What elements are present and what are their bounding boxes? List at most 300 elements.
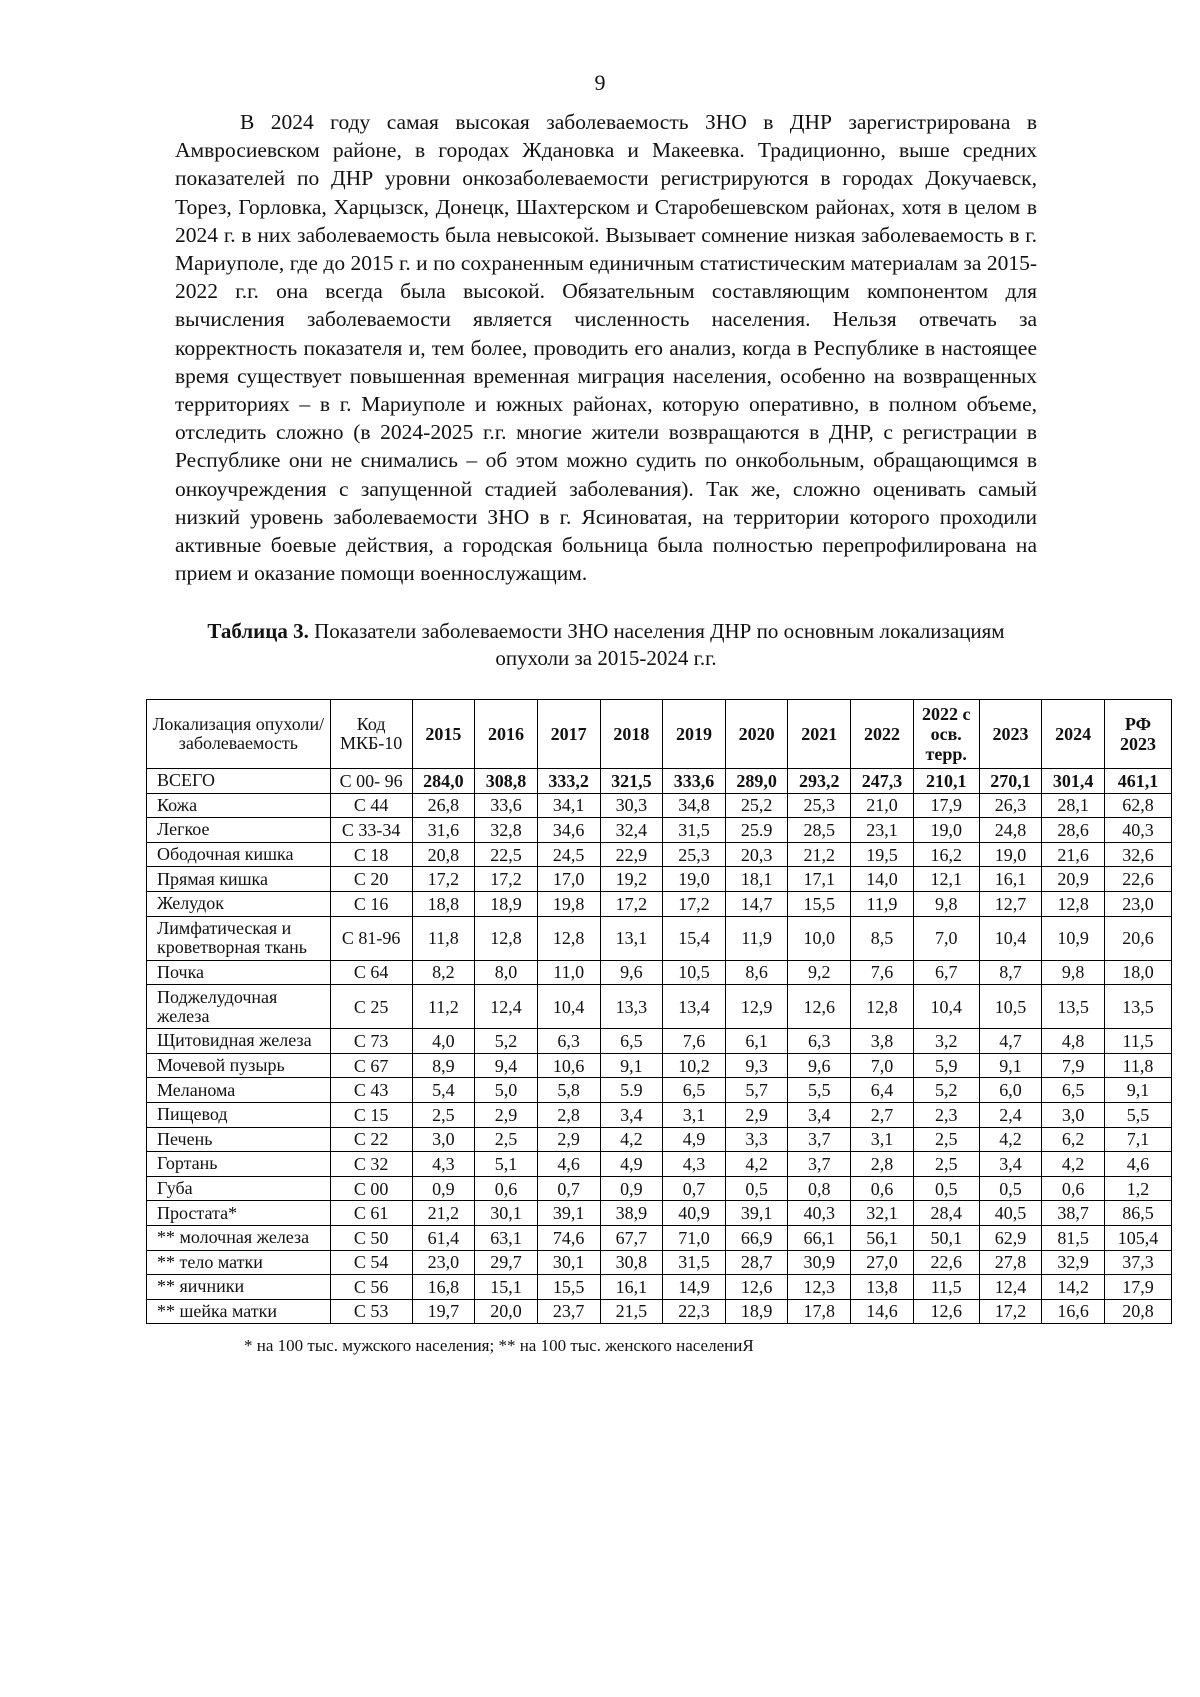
row-localization: Почка — [147, 960, 331, 985]
row-value-cell: 13,1 — [600, 916, 663, 960]
row-localization: ** тело матки — [147, 1250, 331, 1275]
row-value-cell: 20,8 — [1104, 1299, 1171, 1324]
row-value-cell: 32,8 — [475, 818, 538, 843]
row-value-cell: 0,7 — [537, 1176, 600, 1201]
row-value-cell: 3,2 — [913, 1029, 979, 1054]
row-value-cell: 10,4 — [913, 985, 979, 1029]
row-value-cell: 11,5 — [913, 1275, 979, 1300]
row-value-cell: 18,9 — [475, 891, 538, 916]
row-icd-code: С 43 — [330, 1078, 412, 1103]
row-value-cell: 14,7 — [725, 891, 788, 916]
row-value-cell: 38,9 — [600, 1201, 663, 1226]
row-value-cell: 6,4 — [851, 1078, 914, 1103]
row-value-cell: 15,4 — [663, 916, 726, 960]
row-value-cell: 19,7 — [412, 1299, 475, 1324]
table-row — [147, 960, 1172, 985]
row-value-cell: 333,2 — [537, 769, 600, 794]
incidence-table — [146, 699, 1172, 1324]
row-value-cell: 2,9 — [537, 1127, 600, 1152]
row-value-cell: 0,6 — [1042, 1176, 1105, 1201]
row-value-cell: 66,1 — [788, 1225, 851, 1250]
table-row — [147, 1201, 1172, 1226]
row-value-cell: 32,4 — [600, 818, 663, 843]
row-value-cell: 25,2 — [725, 793, 788, 818]
row-icd-code: С 54 — [330, 1250, 412, 1275]
header-localization: Локализация опухоли/ заболеваемость — [147, 700, 331, 769]
row-icd-code: С 67 — [330, 1053, 412, 1078]
row-localization: Щитовидная железа — [147, 1029, 331, 1054]
row-value-cell: 20,8 — [412, 842, 475, 867]
row-value-cell: 21,5 — [600, 1299, 663, 1324]
table-row — [147, 1152, 1172, 1177]
row-value-cell: 13,4 — [663, 985, 726, 1029]
row-value-cell: 5,1 — [475, 1152, 538, 1177]
header-code: Код МКБ-10 — [330, 700, 412, 769]
row-value-cell: 2,8 — [537, 1102, 600, 1127]
row-value-cell: 5,5 — [788, 1078, 851, 1103]
row-value-cell: 289,0 — [725, 769, 788, 794]
table-row — [147, 1127, 1172, 1152]
row-value-cell: 18,8 — [412, 891, 475, 916]
header-year: РФ 2023 — [1104, 700, 1171, 769]
header-year: 2024 — [1042, 700, 1105, 769]
row-value-cell: 21,2 — [788, 842, 851, 867]
row-localization: Легкое — [147, 818, 331, 843]
row-value-cell: 13,3 — [600, 985, 663, 1029]
row-value-cell: 30,1 — [475, 1201, 538, 1226]
header-year: 2023 — [979, 700, 1042, 769]
row-value-cell: 34,8 — [663, 793, 726, 818]
row-value-cell: 11,0 — [537, 960, 600, 985]
row-value-cell: 3,3 — [725, 1127, 788, 1152]
row-value-cell: 31,5 — [663, 818, 726, 843]
row-value-cell: 2,9 — [475, 1102, 538, 1127]
row-value-cell: 28,5 — [788, 818, 851, 843]
row-value-cell: 4,9 — [663, 1127, 726, 1152]
row-value-cell: 31,6 — [412, 818, 475, 843]
row-localization: ВСЕГО — [147, 769, 331, 794]
table-row — [147, 769, 1172, 794]
row-value-cell: 20,0 — [475, 1299, 538, 1324]
row-value-cell: 9,8 — [1042, 960, 1105, 985]
row-value-cell: 32,9 — [1042, 1250, 1105, 1275]
header-year: 2022 — [851, 700, 914, 769]
row-value-cell: 8,2 — [412, 960, 475, 985]
row-value-cell: 6,2 — [1042, 1127, 1105, 1152]
row-value-cell: 33,6 — [475, 793, 538, 818]
row-value-cell: 19,5 — [851, 842, 914, 867]
row-value-cell: 56,1 — [851, 1225, 914, 1250]
row-icd-code: С 32 — [330, 1152, 412, 1177]
row-value-cell: 4,7 — [979, 1029, 1042, 1054]
row-value-cell: 12,4 — [475, 985, 538, 1029]
row-value-cell: 17,2 — [663, 891, 726, 916]
row-value-cell: 39,1 — [725, 1201, 788, 1226]
row-value-cell: 9,8 — [913, 891, 979, 916]
row-value-cell: 4,2 — [979, 1127, 1042, 1152]
row-value-cell: 10,0 — [788, 916, 851, 960]
row-value-cell: 20,6 — [1104, 916, 1171, 960]
row-value-cell: 4,6 — [1104, 1152, 1171, 1177]
row-value-cell: 40,3 — [788, 1201, 851, 1226]
row-icd-code: С 15 — [330, 1102, 412, 1127]
row-localization: Простата* — [147, 1201, 331, 1226]
row-value-cell: 5,7 — [725, 1078, 788, 1103]
row-value-cell: 4,3 — [663, 1152, 726, 1177]
row-value-cell: 21,6 — [1042, 842, 1105, 867]
row-value-cell: 0,7 — [663, 1176, 726, 1201]
row-localization: Прямая кишка — [147, 867, 331, 892]
row-value-cell: 18,9 — [725, 1299, 788, 1324]
row-value-cell: 19,0 — [913, 818, 979, 843]
row-value-cell: 8,6 — [725, 960, 788, 985]
row-value-cell: 3,4 — [788, 1102, 851, 1127]
row-value-cell: 28,7 — [725, 1250, 788, 1275]
row-value-cell: 5,4 — [412, 1078, 475, 1103]
row-value-cell: 15,5 — [537, 1275, 600, 1300]
table-body — [147, 769, 1172, 1324]
row-value-cell: 3,0 — [412, 1127, 475, 1152]
row-value-cell: 11,9 — [851, 891, 914, 916]
row-value-cell: 11,2 — [412, 985, 475, 1029]
table-row — [147, 1250, 1172, 1275]
row-value-cell: 86,5 — [1104, 1201, 1171, 1226]
table-row — [147, 818, 1172, 843]
row-value-cell: 31,5 — [663, 1250, 726, 1275]
row-localization: ** шейка матки — [147, 1299, 331, 1324]
row-value-cell: 17,2 — [979, 1299, 1042, 1324]
row-value-cell: 23,0 — [1104, 891, 1171, 916]
row-value-cell: 3,7 — [788, 1152, 851, 1177]
row-value-cell: 19,8 — [537, 891, 600, 916]
row-value-cell: 12,1 — [913, 867, 979, 892]
row-value-cell: 19,0 — [663, 867, 726, 892]
row-localization: Поджелудочная железа — [147, 985, 331, 1029]
row-value-cell: 4,9 — [600, 1152, 663, 1177]
row-value-cell: 40,9 — [663, 1201, 726, 1226]
header-year: 2018 — [600, 700, 663, 769]
row-value-cell: 2,9 — [725, 1102, 788, 1127]
row-value-cell: 74,6 — [537, 1225, 600, 1250]
row-value-cell: 22,3 — [663, 1299, 726, 1324]
row-value-cell: 4,0 — [412, 1029, 475, 1054]
row-value-cell: 1,2 — [1104, 1176, 1171, 1201]
row-value-cell: 2,5 — [412, 1102, 475, 1127]
table-caption-label: Таблица 3. — [207, 619, 309, 643]
row-value-cell: 8,5 — [851, 916, 914, 960]
row-value-cell: 38,7 — [1042, 1201, 1105, 1226]
table-row — [147, 1225, 1172, 1250]
table-row — [147, 985, 1172, 1029]
row-value-cell: 32,6 — [1104, 842, 1171, 867]
row-localization: Губа — [147, 1176, 331, 1201]
row-value-cell: 18,1 — [725, 867, 788, 892]
row-icd-code: С 16 — [330, 891, 412, 916]
row-value-cell: 23,1 — [851, 818, 914, 843]
row-value-cell: 5,2 — [475, 1029, 538, 1054]
row-value-cell: 37,3 — [1104, 1250, 1171, 1275]
row-value-cell: 11,8 — [1104, 1053, 1171, 1078]
row-localization: Лимфатическая и кроветворная ткань — [147, 916, 331, 960]
table-row — [147, 793, 1172, 818]
row-value-cell: 8,7 — [979, 960, 1042, 985]
row-value-cell: 3,1 — [851, 1127, 914, 1152]
table-caption-text: Показатели заболеваемости ЗНО населения ДНР по основным локализациям опухоли за 2015-2024 г.г. — [308, 619, 1005, 670]
row-icd-code: С 50 — [330, 1225, 412, 1250]
row-value-cell: 7,9 — [1042, 1053, 1105, 1078]
row-value-cell: 50,1 — [913, 1225, 979, 1250]
row-value-cell: 7,0 — [913, 916, 979, 960]
row-localization: ** молочная железа — [147, 1225, 331, 1250]
row-value-cell: 28,6 — [1042, 818, 1105, 843]
row-value-cell: 27,0 — [851, 1250, 914, 1275]
row-localization: Меланома — [147, 1078, 331, 1103]
row-value-cell: 63,1 — [475, 1225, 538, 1250]
row-value-cell: 17,9 — [1104, 1275, 1171, 1300]
row-value-cell: 4,2 — [600, 1127, 663, 1152]
row-icd-code: С 53 — [330, 1299, 412, 1324]
row-icd-code: С 25 — [330, 985, 412, 1029]
row-value-cell: 10,5 — [663, 960, 726, 985]
row-value-cell: 29,7 — [475, 1250, 538, 1275]
row-value-cell: 30,1 — [537, 1250, 600, 1275]
row-value-cell: 12,8 — [537, 916, 600, 960]
row-value-cell: 22,6 — [1104, 867, 1171, 892]
row-icd-code: С 44 — [330, 793, 412, 818]
row-value-cell: 3,4 — [979, 1152, 1042, 1177]
row-value-cell: 40,5 — [979, 1201, 1042, 1226]
row-icd-code: С 81-96 — [330, 916, 412, 960]
table-row — [147, 1299, 1172, 1324]
row-value-cell: 18,0 — [1104, 960, 1171, 985]
header-year: 2019 — [663, 700, 726, 769]
row-value-cell: 32,1 — [851, 1201, 914, 1226]
row-value-cell: 0,5 — [979, 1176, 1042, 1201]
row-value-cell: 24,5 — [537, 842, 600, 867]
table-row — [147, 916, 1172, 960]
header-year: 2015 — [412, 700, 475, 769]
row-value-cell: 6,5 — [1042, 1078, 1105, 1103]
row-value-cell: 9,1 — [600, 1053, 663, 1078]
row-icd-code: С 64 — [330, 960, 412, 985]
row-value-cell: 7,6 — [663, 1029, 726, 1054]
row-value-cell: 22,6 — [913, 1250, 979, 1275]
row-value-cell: 9,6 — [788, 1053, 851, 1078]
row-value-cell: 10,4 — [979, 916, 1042, 960]
row-value-cell: 0,6 — [851, 1176, 914, 1201]
row-value-cell: 71,0 — [663, 1225, 726, 1250]
row-value-cell: 5,2 — [913, 1078, 979, 1103]
row-value-cell: 321,5 — [600, 769, 663, 794]
row-value-cell: 10,5 — [979, 985, 1042, 1029]
row-value-cell: 9,1 — [1104, 1078, 1171, 1103]
row-value-cell: 6,5 — [663, 1078, 726, 1103]
row-value-cell: 105,4 — [1104, 1225, 1171, 1250]
row-value-cell: 16,2 — [913, 842, 979, 867]
header-year: 2021 — [788, 700, 851, 769]
row-value-cell: 2,5 — [475, 1127, 538, 1152]
row-value-cell: 6,7 — [913, 960, 979, 985]
row-value-cell: 9,4 — [475, 1053, 538, 1078]
row-value-cell: 4,3 — [412, 1152, 475, 1177]
row-value-cell: 13,8 — [851, 1275, 914, 1300]
row-value-cell: 25.9 — [725, 818, 788, 843]
row-value-cell: 10,9 — [1042, 916, 1105, 960]
row-value-cell: 2,7 — [851, 1102, 914, 1127]
row-value-cell: 30,8 — [600, 1250, 663, 1275]
row-value-cell: 26,3 — [979, 793, 1042, 818]
row-value-cell: 23,7 — [537, 1299, 600, 1324]
row-value-cell: 23,0 — [412, 1250, 475, 1275]
table-row — [147, 891, 1172, 916]
row-value-cell: 30,3 — [600, 793, 663, 818]
row-value-cell: 16,8 — [412, 1275, 475, 1300]
row-value-cell: 6,3 — [537, 1029, 600, 1054]
row-value-cell: 3,1 — [663, 1102, 726, 1127]
header-year: 2022 с осв. терр. — [913, 700, 979, 769]
row-value-cell: 17,9 — [913, 793, 979, 818]
row-value-cell: 20,9 — [1042, 867, 1105, 892]
row-value-cell: 6,5 — [600, 1029, 663, 1054]
row-value-cell: 7,6 — [851, 960, 914, 985]
row-value-cell: 17,1 — [788, 867, 851, 892]
header-year: 2017 — [537, 700, 600, 769]
row-value-cell: 7,0 — [851, 1053, 914, 1078]
table-caption — [175, 618, 1037, 672]
table-row — [147, 1176, 1172, 1201]
row-value-cell: 5,9 — [913, 1053, 979, 1078]
row-value-cell: 9,6 — [600, 960, 663, 985]
row-value-cell: 0,9 — [600, 1176, 663, 1201]
row-value-cell: 4,2 — [725, 1152, 788, 1177]
row-value-cell: 9,1 — [979, 1053, 1042, 1078]
row-value-cell: 5,0 — [475, 1078, 538, 1103]
row-value-cell: 2,5 — [913, 1127, 979, 1152]
row-value-cell: 13,5 — [1042, 985, 1105, 1029]
row-value-cell: 3,8 — [851, 1029, 914, 1054]
row-localization: Гортань — [147, 1152, 331, 1177]
row-value-cell: 284,0 — [412, 769, 475, 794]
row-value-cell: 25,3 — [788, 793, 851, 818]
row-value-cell: 3,0 — [1042, 1102, 1105, 1127]
row-icd-code: С 00 — [330, 1176, 412, 1201]
row-value-cell: 17,0 — [537, 867, 600, 892]
row-value-cell: 17,2 — [475, 867, 538, 892]
row-value-cell: 30,9 — [788, 1250, 851, 1275]
table-row — [147, 867, 1172, 892]
row-localization: Печень — [147, 1127, 331, 1152]
row-value-cell: 81,5 — [1042, 1225, 1105, 1250]
row-value-cell: 270,1 — [979, 769, 1042, 794]
row-value-cell: 39,1 — [537, 1201, 600, 1226]
row-value-cell: 210,1 — [913, 769, 979, 794]
row-value-cell: 34,6 — [537, 818, 600, 843]
row-value-cell: 21,0 — [851, 793, 914, 818]
row-value-cell: 10,4 — [537, 985, 600, 1029]
row-value-cell: 13,5 — [1104, 985, 1171, 1029]
row-value-cell: 27,8 — [979, 1250, 1042, 1275]
row-value-cell: 11,5 — [1104, 1029, 1171, 1054]
row-value-cell: 26,8 — [412, 793, 475, 818]
row-value-cell: 10,2 — [663, 1053, 726, 1078]
row-value-cell: 0,5 — [913, 1176, 979, 1201]
table-row — [147, 1102, 1172, 1127]
row-value-cell: 12,6 — [788, 985, 851, 1029]
body-paragraph: В 2024 году самая высокая заболеваемость ЗНО в ДНР зарегистрирована в Амвросиевском районе, в городах Ждановка и Макеевка. Традиционно, выше средних показателей по ДНР уровни онкозаболеваемости регистрируются в городах Докучаевск, Торез, Горловка, Харцызск, Донецк, Шахтерском и Старобешевском районах, хотя в целом в 2024 г. в них заболеваемость была невысокой. Вызывает сомнение низкая заболеваемость в г. Мариуполе, где до 2015 г. и по сохраненным единичным статистическим материалам за 2015-2022 г.г. она всегда была высокой. Обязательным составляющим компонентом для вычисления заболеваемости является численность населения. Нельзя отвечать за корректность показателя и, тем более, проводить его анализ, когда в Республике в настоящее время существует повышенная временная миграция населения, особенно на возвращенных территориях – в г. Мариуполе и южных районах, которую оперативно, в полном объеме, отследить сложно (в 2024-2025 г.г. многие жители возвращаются в ДНР, с регистрации в Республике они не снимались – об этом можно судить по онкобольным, обращающимся в онкоучреждения с запущенной стадией заболевания). Так же, сложно оценивать самый низкий уровень заболеваемости ЗНО в г. Ясиноватая, на территории которого проходили активные боевые действия, а городская больница была полностью перепрофилирована на прием и оказание помощи военнослужащим. — [175, 110, 1037, 586]
row-value-cell: 22,9 — [600, 842, 663, 867]
row-value-cell: 28,4 — [913, 1201, 979, 1226]
row-value-cell: 2,5 — [913, 1152, 979, 1177]
row-value-cell: 12,8 — [1042, 891, 1105, 916]
row-value-cell: 9,2 — [788, 960, 851, 985]
row-value-cell: 24,8 — [979, 818, 1042, 843]
row-value-cell: 0,9 — [412, 1176, 475, 1201]
row-value-cell: 25,3 — [663, 842, 726, 867]
table-footnote: * на 100 тыс. мужского населения; ** на 100 тыс. женского населениЯ — [244, 1336, 754, 1355]
row-value-cell: 4,8 — [1042, 1029, 1105, 1054]
row-value-cell: 16,1 — [600, 1275, 663, 1300]
row-value-cell: 14,2 — [1042, 1275, 1105, 1300]
row-value-cell: 8,9 — [412, 1053, 475, 1078]
row-value-cell: 12,7 — [979, 891, 1042, 916]
row-value-cell: 19,2 — [600, 867, 663, 892]
header-year: 2020 — [725, 700, 788, 769]
row-icd-code: С 20 — [330, 867, 412, 892]
row-value-cell: 66,9 — [725, 1225, 788, 1250]
row-value-cell: 12,9 — [725, 985, 788, 1029]
row-localization: ** яичники — [147, 1275, 331, 1300]
row-localization: Ободочная кишка — [147, 842, 331, 867]
row-value-cell: 2,3 — [913, 1102, 979, 1127]
row-value-cell: 28,1 — [1042, 793, 1105, 818]
row-value-cell: 62,9 — [979, 1225, 1042, 1250]
row-value-cell: 20,3 — [725, 842, 788, 867]
row-value-cell: 6,0 — [979, 1078, 1042, 1103]
row-value-cell: 301,4 — [1042, 769, 1105, 794]
row-icd-code: С 22 — [330, 1127, 412, 1152]
row-icd-code: С 73 — [330, 1029, 412, 1054]
row-value-cell: 461,1 — [1104, 769, 1171, 794]
row-value-cell: 19,0 — [979, 842, 1042, 867]
row-value-cell: 3,4 — [600, 1102, 663, 1127]
row-value-cell: 2,8 — [851, 1152, 914, 1177]
row-localization: Мочевой пузырь — [147, 1053, 331, 1078]
row-value-cell: 15,5 — [788, 891, 851, 916]
row-value-cell: 21,2 — [412, 1201, 475, 1226]
row-value-cell: 12,4 — [979, 1275, 1042, 1300]
row-value-cell: 16,1 — [979, 867, 1042, 892]
row-value-cell: 17,2 — [600, 891, 663, 916]
table-row — [147, 842, 1172, 867]
row-value-cell: 14,9 — [663, 1275, 726, 1300]
row-value-cell: 12,8 — [475, 916, 538, 960]
row-value-cell: 5.9 — [600, 1078, 663, 1103]
row-value-cell: 14,6 — [851, 1299, 914, 1324]
row-icd-code: С 18 — [330, 842, 412, 867]
row-icd-code: С 33-34 — [330, 818, 412, 843]
header-year: 2016 — [475, 700, 538, 769]
row-value-cell: 11,8 — [412, 916, 475, 960]
row-value-cell: 17,8 — [788, 1299, 851, 1324]
row-value-cell: 15,1 — [475, 1275, 538, 1300]
row-value-cell: 6,3 — [788, 1029, 851, 1054]
row-value-cell: 9,3 — [725, 1053, 788, 1078]
row-value-cell: 34,1 — [537, 793, 600, 818]
row-value-cell: 16,6 — [1042, 1299, 1105, 1324]
row-value-cell: 3,7 — [788, 1127, 851, 1152]
row-value-cell: 6,1 — [725, 1029, 788, 1054]
row-value-cell: 12,3 — [788, 1275, 851, 1300]
